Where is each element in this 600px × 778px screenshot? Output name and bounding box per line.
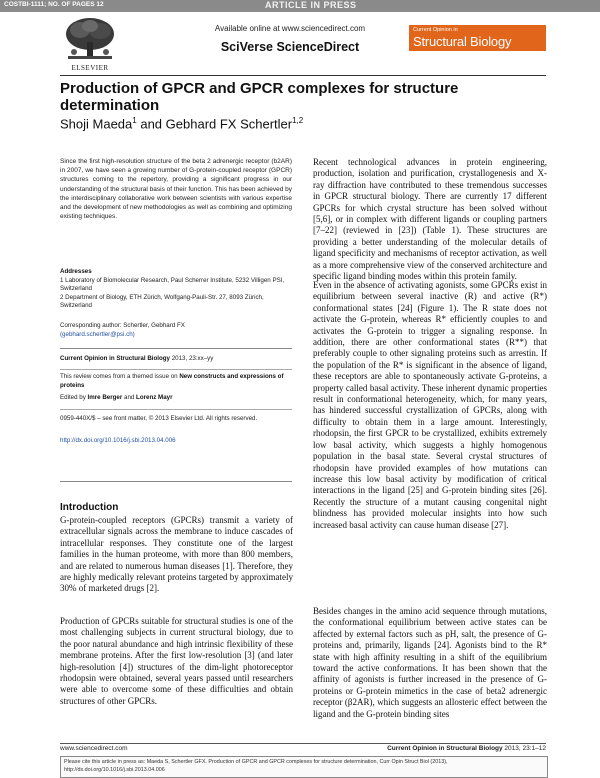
right-paragraph-3: Besides changes in the amino acid sequence through mutations, the conformational equilibrium between active states can be affected by external factors such as pH, salt, the presence of G-proteins and, primarily, ligands [24]. Agonists bind to the R* state with high affinity resulting in a shift of the equilibrium toward the active conformations. It has been shown that the affinity of agonists is further increased in the presence of G-proteins or G-protein mimetics in the case of beta2 adrenergic receptor (β2AR), which suggests an allosteric effect between the ligand and the G-protein binding sites [313,606,547,719]
info-divider-1 [60,369,292,370]
footer-journal-citation: Current Opinion in Structural Biology 2013, 23:1–12 [387,745,546,752]
right-paragraph-2: Even in the absence of activating agonists, some GPCRs exist in equilibrium between several inactive (R) and active (R*) conformational states [24] (Figure 1). The R state does not activate the G-protein, whereas R* efficiently couples to and activates the G-protein to trigger a signaling response. In addition, there are other conformational states (R**) that preferably couple to other signaling proteins such as arrestin. If the population of the R* is significant in the absence of ligand, these receptors are able to spontaneously activate G-proteins, a property called basal activity. These inherent dynamic properties result in conformational heterogeneity, which, for many years, has hindered successful crystallization of GPCRs, along with difficulty to obtain them in a large amount. Interestingly, rhodopsin, the first GPCR to be crystallized, exhibits extremely low basal activity, which suggests a highly homogenous population in the basal state. Several crystal structures of rhodopsin have provided examples of how mutations can increase this low basal activity by modification of critical interactions in the ligand [25] and G-protein binding sites [26]. Recently the structure of a mutant causing congenital night blindness has provided molecular insights into how such increased basal activity can cause human disease [27]. [313,280,547,530]
available-online-text: Available online at www.sciencedirect.com [214,24,366,33]
article-id: COSTBI-1111; NO. OF PAGES 12 [4,1,104,8]
author-2: Gebhard FX Schertler [165,116,293,132]
article-status: ARTICLE IN PRESS [265,0,357,10]
author-1-affil: 1 [132,116,137,125]
footer-divider [60,743,546,744]
intro-paragraph-1: G-protein-coupled receptors (GPCRs) transmit a variety of extracellular signals across the membrane to induce cascades of intracellular responses. They constitute one of the largest families in the human proteome, with more than 800 members, and are related to numerous human diseases [1]. Therefore, they are highly medically relevant proteins targeted by approximately 30% of marketed drugs [2]. [60,515,294,594]
journal-banner-small: Current Opinion in [413,27,458,33]
right-paragraph-1: Recent technological advances in protein engineering, production, isolation and purification, crystallogenesis and X-ray diffraction have contributed to these tremendous successes in GPCR structural biology. There are currently 17 different GPCRs for which crystal structure has been solved without [5,6], or in complex with different ligands or coupling partners [7–22] (reviewed in [23]) (Table 1). These structures are providing a better understanding of the molecular details of ligand specificity and mechanisms of receptor activation, as well as a more comprehensive view of the conserved architecture and specific ligand binding modes within this protein family. [313,157,547,282]
header-divider [60,75,546,76]
footer-website[interactable]: www.sciencedirect.com [60,745,128,752]
author-list [60,116,303,131]
journal-banner-title: Structural Biology [413,34,512,49]
addresses-block [60,268,292,311]
corresponding-author [60,322,292,339]
citation-notice: Please cite this article in press as: Maeda S, Schertler GFX. Production of GPCR and GPCR complexes for structure determination, Curr Opin Struct Biol (2013), http://dx.doi.org/10.1016/j.sbi.2013.04.006 [64,759,448,773]
addresses-label: Addresses [60,268,92,275]
article-info-box [60,348,292,482]
info-editors: Edited by Imre Berger and Lorenz Mayr [60,394,173,401]
journal-banner [409,25,546,51]
publisher-name: ELSEVIER [71,64,109,72]
info-themed-issue: This review comes from a themed issue on New constructs and expressions of proteins [60,373,284,389]
article-title: Production of GPCR and GPCR complexes for structure determination [60,80,459,114]
info-journal: Current Opinion in Structural Biology 2013, 23:xx–yy [60,355,214,362]
top-status-bar [0,0,600,12]
address-2: 2 Department of Biology, ETH Zürich, Wolfgang-Pauli-Str. 27, 8093 Zürich, Switzerland [60,293,264,310]
author-and: and [136,116,166,132]
address-1: 1 Laboratory of Biomolecular Research, Paul Scherrer Institute, 5232 Villigen PSI, Switzerland [60,276,285,293]
elsevier-tree-logo [60,16,120,62]
author-1: Shoji Maeda [60,116,133,132]
intro-paragraph-2: Production of GPCRs suitable for structural studies is one of the most challenging subjects in current structural biology, due to the poor natural abundance and high intrinsic flexibility of these membrane proteins. After the first low-resolution [3] (and later high-resolution [4]) structures of the dim-light photoreceptor rhodopsin were obtained, several years passed until researchers were able to overcome some of these difficulties and obtain structures of other GPCRs. [60,616,293,706]
info-doi-link[interactable]: http://dx.doi.org/10.1016/j.sbi.2013.04.006 [60,437,176,444]
info-copyright: 0959-440X/$ – see front matter, © 2013 Elsevier Ltd. All rights reserved. [60,415,258,422]
intro-heading: Introduction [60,502,119,513]
abstract: Since the first high-resolution structure of the beta 2 adrenergic receptor (b2AR) in 2007, we have seen a growing number of G-protein-coupled receptor (GPCR) structures coming to the repertory, providing a significant progress in our understanding of the structural basis of their function. This has been achieved by the interdisciplinary collaborative work between scientists with various expertise and the development of new methodologies as well as combining and optimizing existing techniques. [60,158,292,221]
corresponding-email[interactable]: (gebhard.schertler@psi.ch) [60,330,135,338]
citation-notice-box [60,756,548,778]
author-2-affil: 1,2 [292,116,304,125]
info-divider-2 [60,409,292,410]
corresponding-name: Corresponding author: Schertler, Gebhard FX [60,322,185,329]
sciverse-logo-text: SciVerse ScienceDirect [220,40,360,54]
